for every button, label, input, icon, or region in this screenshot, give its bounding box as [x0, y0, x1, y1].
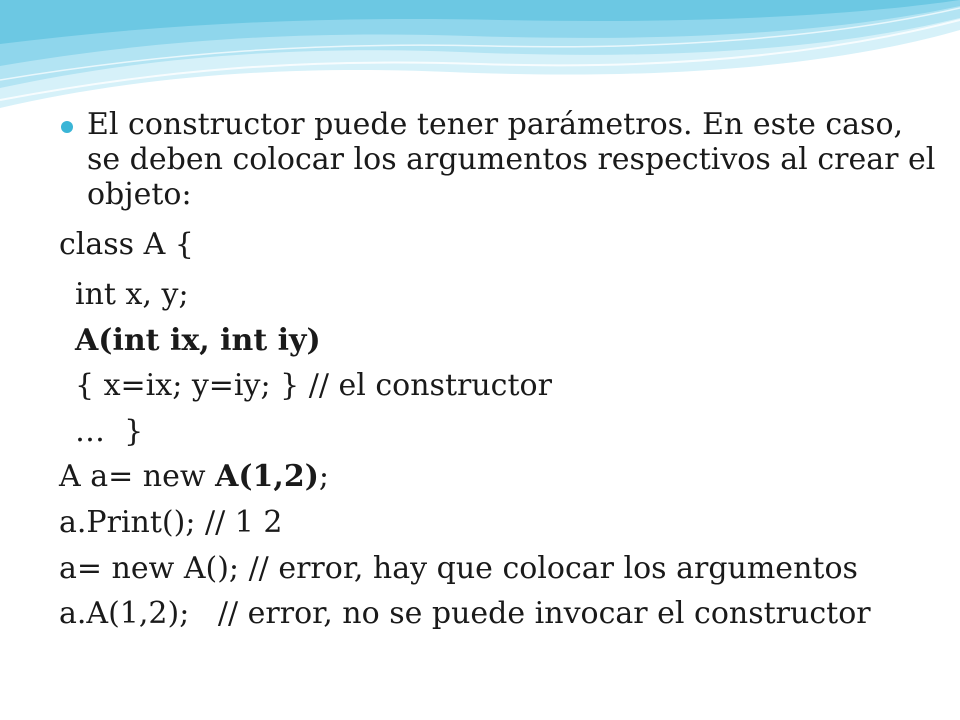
code-line-2: int x, y;	[75, 277, 189, 312]
code-line-5: … }	[75, 414, 144, 449]
bullet-paragraph: El constructor puede tener parámetros. En este caso, se deben colocar los argumentos respectivos al crear el objeto:	[87, 107, 936, 212]
header-wave-decoration	[0, 0, 960, 120]
code-line-6	[59, 459, 329, 495]
code-line-1: class A {	[59, 227, 194, 262]
code-line-6-bold: A(1,2)	[215, 459, 319, 494]
code-line-3: A(int ix, int iy)	[75, 323, 321, 358]
code-line-8: a= new A(); // error, hay que colocar los argumentos	[59, 551, 858, 586]
bullet-dot	[61, 121, 73, 133]
code-line-4: { x=ix; y=iy; } // el constructor	[75, 368, 552, 403]
code-line-6-prefix: A a= new	[59, 459, 216, 494]
code-line-9: a.A(1,2); // error, no se puede invocar el constructor	[59, 596, 871, 631]
code-line-6-suffix: ;	[318, 459, 330, 494]
code-line-7: a.Print(); // 1 2	[59, 505, 283, 540]
